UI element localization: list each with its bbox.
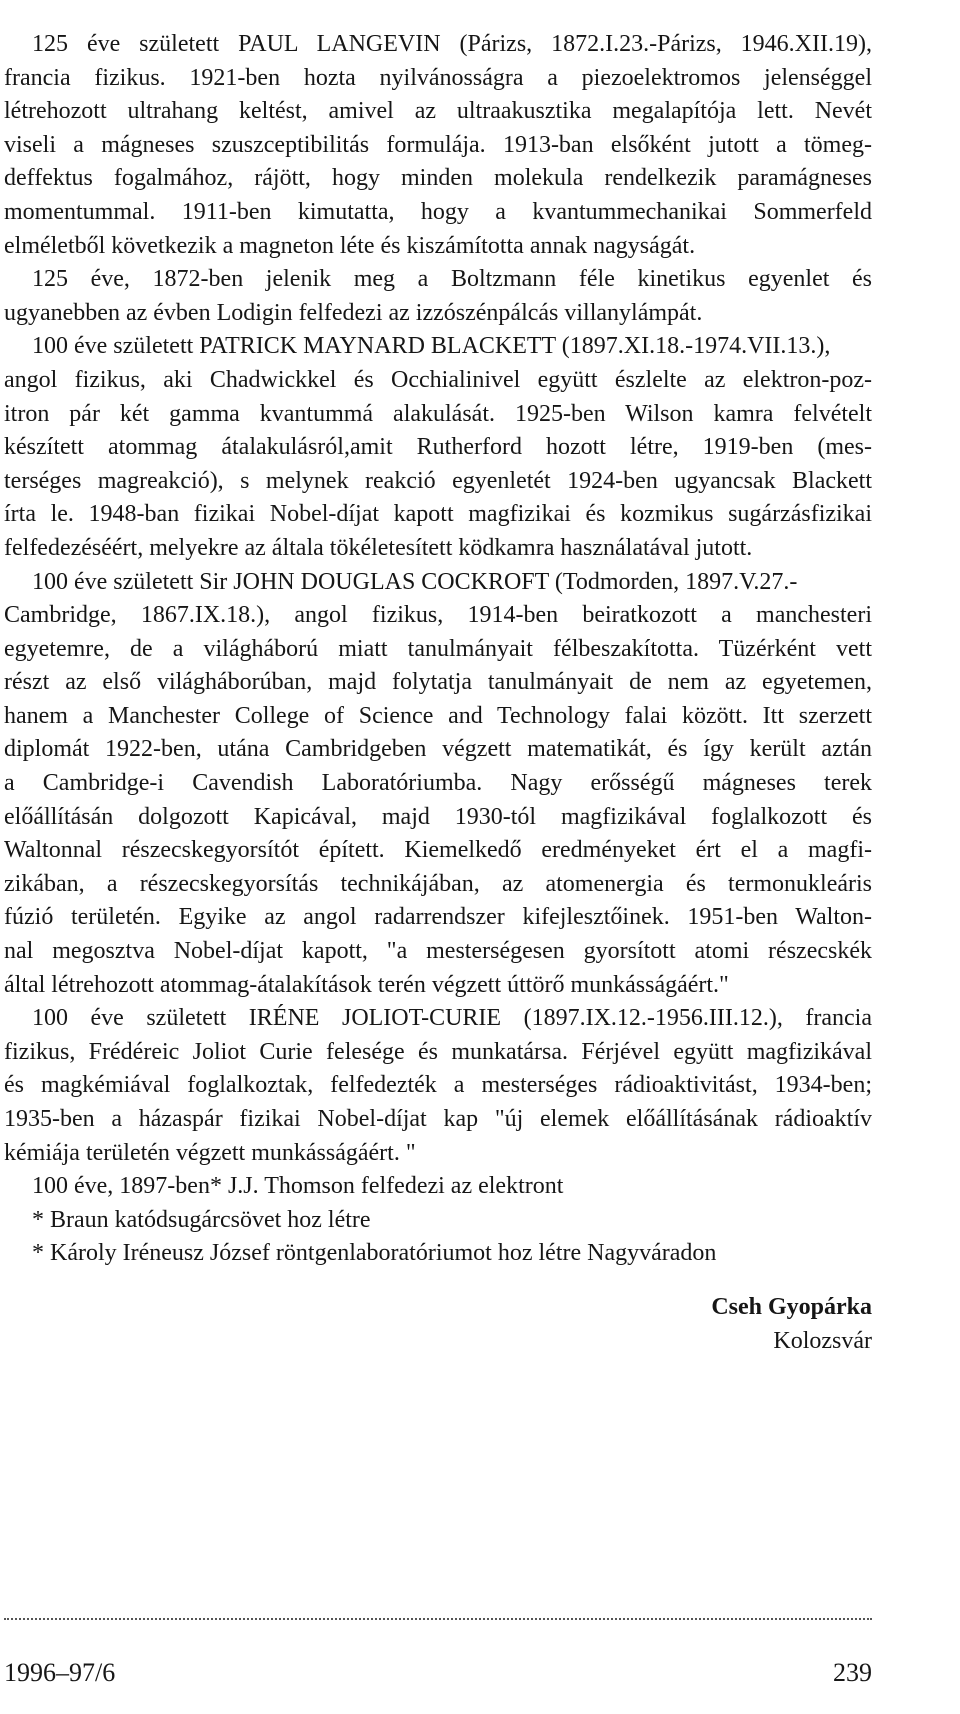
text-line: 125 éve született PAUL LANGEVIN (Párizs, 1872.I.23.-Párizs, 1946.XII.19),	[32, 31, 872, 57]
text-line: ugyanebben az évben Lodigin felfedezi az izzószénpálcás villanylámpát.	[4, 299, 703, 326]
text-line: felfedezéséért, melyekre az általa tökéletesített ködkamra használatával jutott.	[4, 534, 753, 561]
text-line: a Cambridge-i Cavendish Laboratóriumba. Nagy erősségű mágneses terek	[4, 770, 872, 797]
author-name: Cseh Gyopárka	[711, 1293, 872, 1320]
text-line: momentummal. 1911-ben kimutatta, hogy a kvantummechanikai Sommerfeld	[4, 198, 872, 225]
text-line: 100 éve született IRÉNE JOLIOT-CURIE (1897.IX.12.-1956.III.12.), francia	[32, 1005, 872, 1032]
text-line: előállításán dolgozott Kapicával, majd 1930-tól magfizikával foglalkozott és	[4, 803, 872, 830]
text-line: Cambridge, 1867.IX.18.), angol fizikus, 1914-ben beiratkozott a manchesteri	[4, 602, 872, 629]
text-line: fizikus, Frédéreic Joliot Curie felesége és munkatársa. Férjével együtt magfizikával	[4, 1038, 872, 1065]
text-line: elméletből következik a magneton léte és kiszámította annak nagyságát.	[4, 232, 696, 259]
text-line: 100 éve született PATRICK MAYNARD BLACKETT (1897.XI.18.-1974.VII.13.),	[32, 333, 831, 360]
text-line: egyetemre, de a világháború miatt tanulmányait félbeszakította. Tüzérként vett	[4, 635, 872, 662]
text-line: 100 éve született Sir JOHN DOUGLAS COCKROFT (Todmorden, 1897.V.27.-	[32, 568, 798, 595]
text-line: 100 éve, 1897-ben* J.J. Thomson felfedezi az elektront	[32, 1173, 564, 1200]
text-line: 125 éve, 1872-ben jelenik meg a Boltzmann féle kinetikus egyenlet és	[32, 266, 872, 293]
text-line: kémiája területén végzett munkásságáért. "	[4, 1139, 416, 1166]
article-body	[4, 28, 872, 1358]
author-place: Kolozsvár	[773, 1327, 872, 1354]
page-number: 239	[833, 1658, 872, 1687]
text-line: fúzió területén. Egyike az angol radarrendszer kifejlesztőinek. 1951-ben Walton-	[4, 904, 872, 931]
text-line: hanem a Manchester College of Science and Technology falai között. Itt szerzett	[4, 702, 872, 729]
text-line: francia fizikus. 1921-ben hozta nyilvánosságra a piezoelektromos jelenséggel	[4, 64, 872, 91]
text-line: zikában, a részecskegyorsítás technikájában, az atomenergia és termonukleáris	[4, 870, 872, 897]
text-line: nal megosztva Nobel-díjat kapott, "a mesterségesen gyorsított atomi részecskék	[4, 938, 872, 965]
text-line: itron pár két gamma kvantummá alakulását. 1925-ben Wilson kamra felvételt	[4, 400, 872, 427]
text-line: * Károly Iréneusz József röntgenlaboratóriumot hoz létre Nagyváradon	[32, 1240, 717, 1267]
text-line: terséges magreakció), s melynek reakció egyenletét 1924-ben ugyancsak Blackett	[4, 467, 872, 494]
text-line: angol fizikus, aki Chadwickkel és Occhialinivel együtt észlelte az elektron-poz-	[4, 366, 872, 393]
text-line: diplomát 1922-ben, utána Cambridgeben végzett matematikát, és így került aztán	[4, 736, 872, 763]
text-line: részt az első világháborúban, majd folytatja tanulmányait de nem az egyetemen,	[4, 669, 872, 696]
text-line: deffektus fogalmához, rájött, hogy minden molekula rendelkezik paramágneses	[4, 165, 872, 192]
text-line: létrehozott ultrahang keltést, amivel az ultraakusztika megalapítója lett. Nevét	[4, 98, 872, 125]
text-line: * Braun katódsugárcsövet hoz létre	[32, 1206, 371, 1233]
footer-divider	[4, 1618, 872, 1620]
text-line: Waltonnal részecskegyorsítót épített. Kiemelkedő eredményeket ért el a magfi-	[4, 837, 872, 864]
text-line: viseli a mágneses szuszceptibilitás formulája. 1913-ban elsőként jutott a tömeg-	[4, 131, 872, 158]
text-line: és magkémiával foglalkoztak, felfedezték a mesterséges rádioaktivitást, 1934-ben;	[4, 1072, 872, 1099]
text-line: 1935-ben a házaspár fizikai Nobel-díjat kap "új elemek előállításának rádioaktív	[4, 1106, 872, 1132]
issue-label: 1996–97/6	[4, 1658, 116, 1687]
text-line: készített atommag átalakulásról,amit Rutherford hozott létre, 1919-ben (mes-	[4, 434, 872, 461]
text-line: írta le. 1948-ban fizikai Nobel-díjat kapott magfizikai és kozmikus sugárzásfizikai	[4, 501, 872, 528]
spacer	[4, 1271, 872, 1291]
text-line: által létrehozott atommag-átalakítások terén végzett úttörő munkásságáért."	[4, 971, 729, 998]
